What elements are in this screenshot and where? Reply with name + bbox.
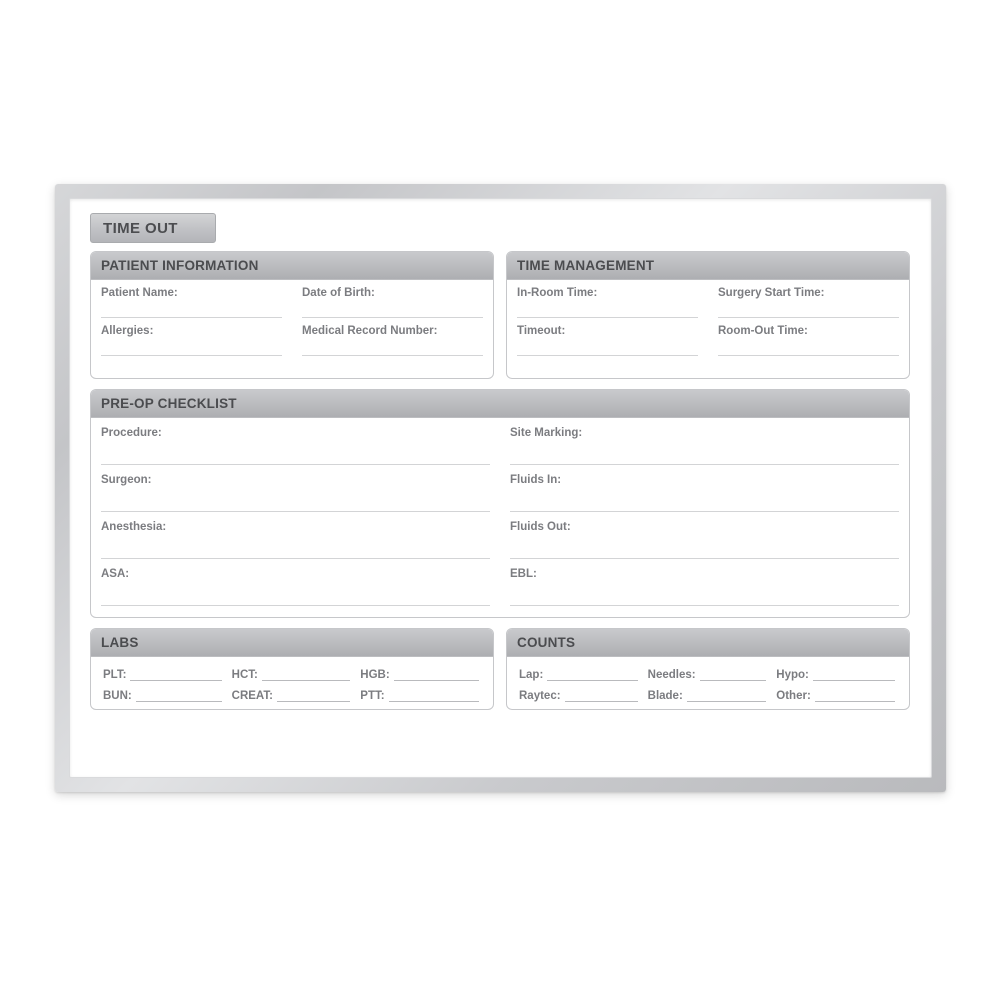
field-ptt[interactable] bbox=[356, 685, 485, 706]
writing-rule[interactable] bbox=[517, 355, 698, 356]
field-fluids-out[interactable] bbox=[500, 512, 909, 559]
label-plt: PLT: bbox=[103, 669, 127, 681]
writing-rule[interactable] bbox=[262, 669, 350, 681]
panel-header-labs bbox=[91, 629, 493, 657]
field-raytec[interactable] bbox=[515, 685, 644, 706]
panel-pre-op-checklist bbox=[90, 389, 910, 618]
label-patient-name: Patient Name: bbox=[101, 287, 178, 299]
label-procedure: Procedure: bbox=[101, 427, 162, 439]
writing-rule[interactable] bbox=[813, 669, 895, 681]
field-in-room-time[interactable] bbox=[507, 280, 708, 318]
field-anesthesia[interactable] bbox=[91, 512, 500, 559]
label-hgb: HGB: bbox=[360, 669, 390, 681]
label-creat: CREAT: bbox=[231, 690, 273, 702]
label-surgery-start-time: Surgery Start Time: bbox=[718, 287, 825, 299]
label-hct: HCT: bbox=[231, 669, 258, 681]
field-allergies[interactable] bbox=[91, 318, 292, 356]
surgical-whiteboard bbox=[55, 184, 946, 792]
panel-body-pre-op-checklist bbox=[91, 418, 909, 606]
panel-header-pre-op-checklist bbox=[91, 390, 909, 418]
field-site-marking[interactable] bbox=[500, 418, 909, 465]
panel-labs bbox=[90, 628, 494, 710]
label-ptt: PTT: bbox=[360, 690, 385, 702]
panel-body-patient-information bbox=[91, 280, 493, 356]
label-timeout: Timeout: bbox=[517, 325, 566, 337]
label-fluids-in: Fluids In: bbox=[510, 474, 562, 486]
label-raytec: Raytec: bbox=[519, 690, 561, 702]
field-date-of-birth[interactable] bbox=[292, 280, 493, 318]
label-surgeon: Surgeon: bbox=[101, 474, 152, 486]
field-procedure[interactable] bbox=[91, 418, 500, 465]
label-bun: BUN: bbox=[103, 690, 132, 702]
writing-rule[interactable] bbox=[718, 355, 899, 356]
field-surgeon[interactable] bbox=[91, 465, 500, 512]
label-date-of-birth: Date of Birth: bbox=[302, 287, 375, 299]
writing-rule[interactable] bbox=[101, 605, 490, 606]
label-lap: Lap: bbox=[519, 669, 544, 681]
panel-header-counts bbox=[507, 629, 909, 657]
field-hypo[interactable] bbox=[772, 664, 901, 685]
time-out-title-tab bbox=[90, 213, 216, 243]
writing-rule[interactable] bbox=[277, 690, 350, 702]
panel-title-patient-information: PATIENT INFORMATION bbox=[101, 258, 259, 273]
field-creat[interactable] bbox=[228, 685, 357, 706]
writing-rule[interactable] bbox=[565, 690, 638, 702]
writing-rule[interactable] bbox=[136, 690, 222, 702]
panel-header-patient-information bbox=[91, 252, 493, 280]
writing-rule[interactable] bbox=[700, 669, 767, 681]
panel-title-labs: LABS bbox=[101, 635, 139, 650]
writing-rule[interactable] bbox=[687, 690, 766, 702]
field-asa[interactable] bbox=[91, 559, 500, 606]
panel-time-management bbox=[506, 251, 910, 379]
field-needles[interactable] bbox=[644, 664, 773, 685]
panel-counts bbox=[506, 628, 910, 710]
panel-body-time-management bbox=[507, 280, 909, 356]
label-room-out-time: Room-Out Time: bbox=[718, 325, 808, 337]
time-out-title-label: TIME OUT bbox=[103, 219, 178, 237]
writing-rule[interactable] bbox=[394, 669, 479, 681]
panel-body-counts bbox=[507, 657, 909, 710]
field-patient-name[interactable] bbox=[91, 280, 292, 318]
label-blade: Blade: bbox=[647, 690, 683, 702]
field-lap[interactable] bbox=[515, 664, 644, 685]
panel-patient-information bbox=[90, 251, 494, 379]
field-plt[interactable] bbox=[99, 664, 228, 685]
field-surgery-start-time[interactable] bbox=[708, 280, 909, 318]
writing-rule[interactable] bbox=[130, 669, 221, 681]
field-timeout[interactable] bbox=[507, 318, 708, 356]
writing-rule[interactable] bbox=[101, 355, 282, 356]
field-blade[interactable] bbox=[644, 685, 773, 706]
panel-title-time-management: TIME MANAGEMENT bbox=[517, 258, 655, 273]
label-other: Other: bbox=[776, 690, 811, 702]
whiteboard-frame bbox=[55, 184, 946, 792]
panel-header-time-management bbox=[507, 252, 909, 280]
writing-rule[interactable] bbox=[302, 355, 483, 356]
field-medical-record-number[interactable] bbox=[292, 318, 493, 356]
field-other[interactable] bbox=[772, 685, 901, 706]
label-fluids-out: Fluids Out: bbox=[510, 521, 571, 533]
field-bun[interactable] bbox=[99, 685, 228, 706]
label-ebl: EBL: bbox=[510, 568, 537, 580]
writing-rule[interactable] bbox=[510, 605, 899, 606]
writing-rule[interactable] bbox=[815, 690, 895, 702]
field-hct[interactable] bbox=[228, 664, 357, 685]
writing-rule[interactable] bbox=[389, 690, 479, 702]
label-anesthesia: Anesthesia: bbox=[101, 521, 167, 533]
label-site-marking: Site Marking: bbox=[510, 427, 583, 439]
label-medical-record-number: Medical Record Number: bbox=[302, 325, 438, 337]
field-ebl[interactable] bbox=[500, 559, 909, 606]
field-room-out-time[interactable] bbox=[708, 318, 909, 356]
field-hgb[interactable] bbox=[356, 664, 485, 685]
label-in-room-time: In-Room Time: bbox=[517, 287, 598, 299]
panel-title-pre-op-checklist: PRE-OP CHECKLIST bbox=[101, 396, 237, 411]
label-allergies: Allergies: bbox=[101, 325, 154, 337]
label-asa: ASA: bbox=[101, 568, 130, 580]
field-fluids-in[interactable] bbox=[500, 465, 909, 512]
panel-body-labs bbox=[91, 657, 493, 710]
panel-title-counts: COUNTS bbox=[517, 635, 576, 650]
label-hypo: Hypo: bbox=[776, 669, 809, 681]
whiteboard-surface bbox=[69, 198, 932, 778]
label-needles: Needles: bbox=[647, 669, 696, 681]
writing-rule[interactable] bbox=[547, 669, 637, 681]
